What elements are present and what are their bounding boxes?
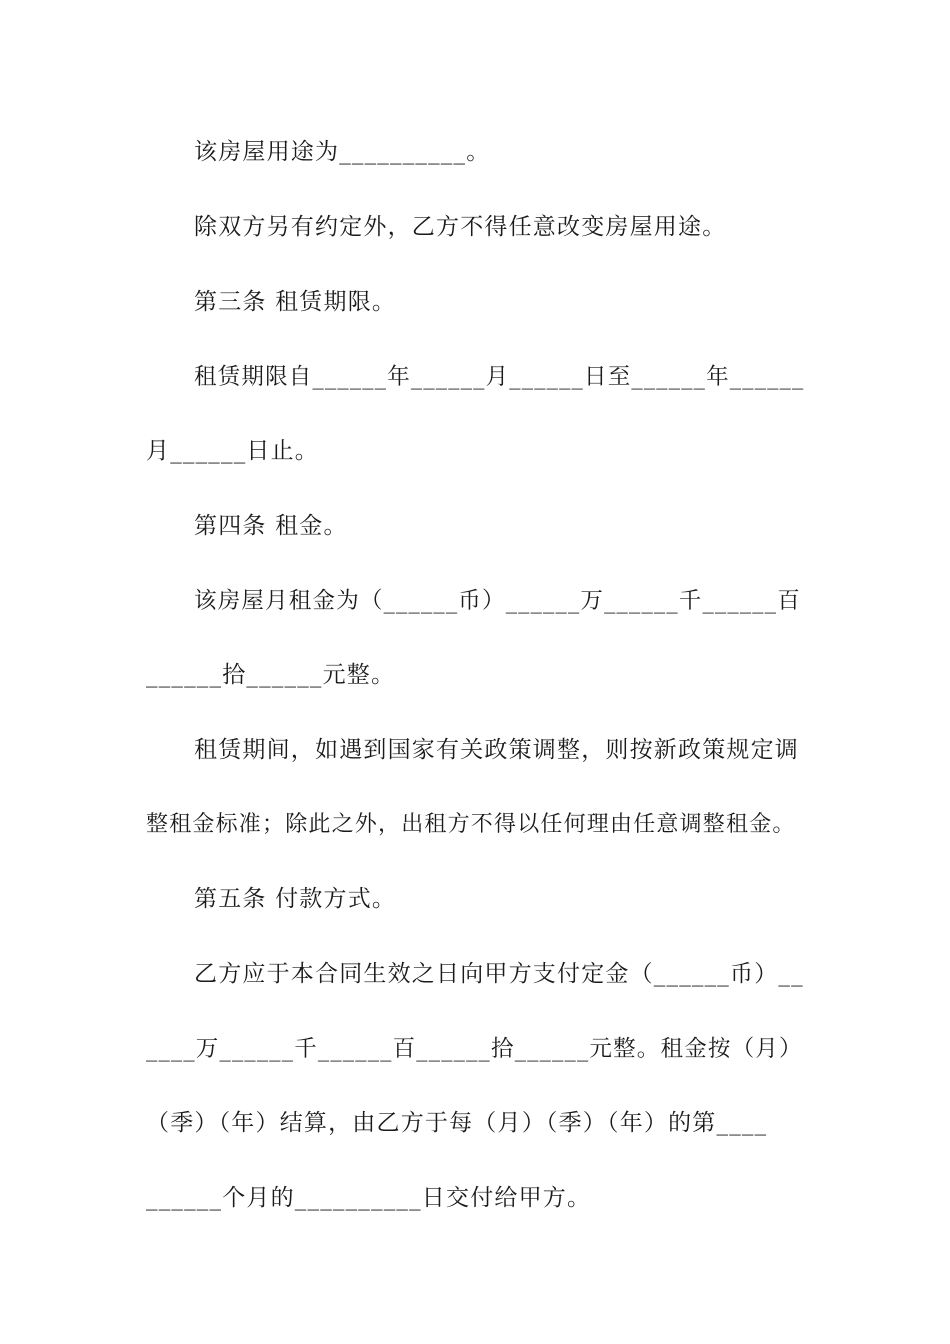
paragraph-rent-line1: 该房屋月租金为（______币）______万______千______百: [194, 588, 801, 614]
paragraph-payment-line3: （季）（年）结算，由乙方于每（月）（季）（年）的第____: [146, 1110, 768, 1136]
paragraph-usage: 该房屋用途为__________。: [194, 139, 491, 165]
heading-article-5: 第五条 付款方式。: [194, 886, 397, 912]
paragraph-payment-line4: ______个月的__________日交付给甲方。: [146, 1185, 592, 1211]
heading-article-4: 第四条 租金。: [194, 513, 348, 539]
heading-article-3: 第三条 租赁期限。: [194, 289, 397, 315]
paragraph-lease-term-line1: 租赁期限自______年______月______日至______年______: [194, 364, 805, 390]
paragraph-usage-restriction: 除双方另有约定外，乙方不得任意改变房屋用途。: [194, 214, 727, 240]
paragraph-payment-line1: 乙方应于本合同生效之日向甲方支付定金（______币）__: [194, 961, 804, 987]
paragraph-rent-line2: ______拾______元整。: [146, 662, 396, 688]
paragraph-policy-line1: 租赁期间，如遇到国家有关政策调整，则按新政策规定调: [194, 737, 799, 763]
paragraph-policy-line2: 整租金标准；除此之外，出租方不得以任何理由任意调整租金。: [146, 812, 796, 837]
paragraph-lease-term-line2: 月______日止。: [146, 438, 319, 464]
paragraph-payment-line2: ____万______千______百______拾______元整。租金按（月）: [146, 1036, 803, 1062]
